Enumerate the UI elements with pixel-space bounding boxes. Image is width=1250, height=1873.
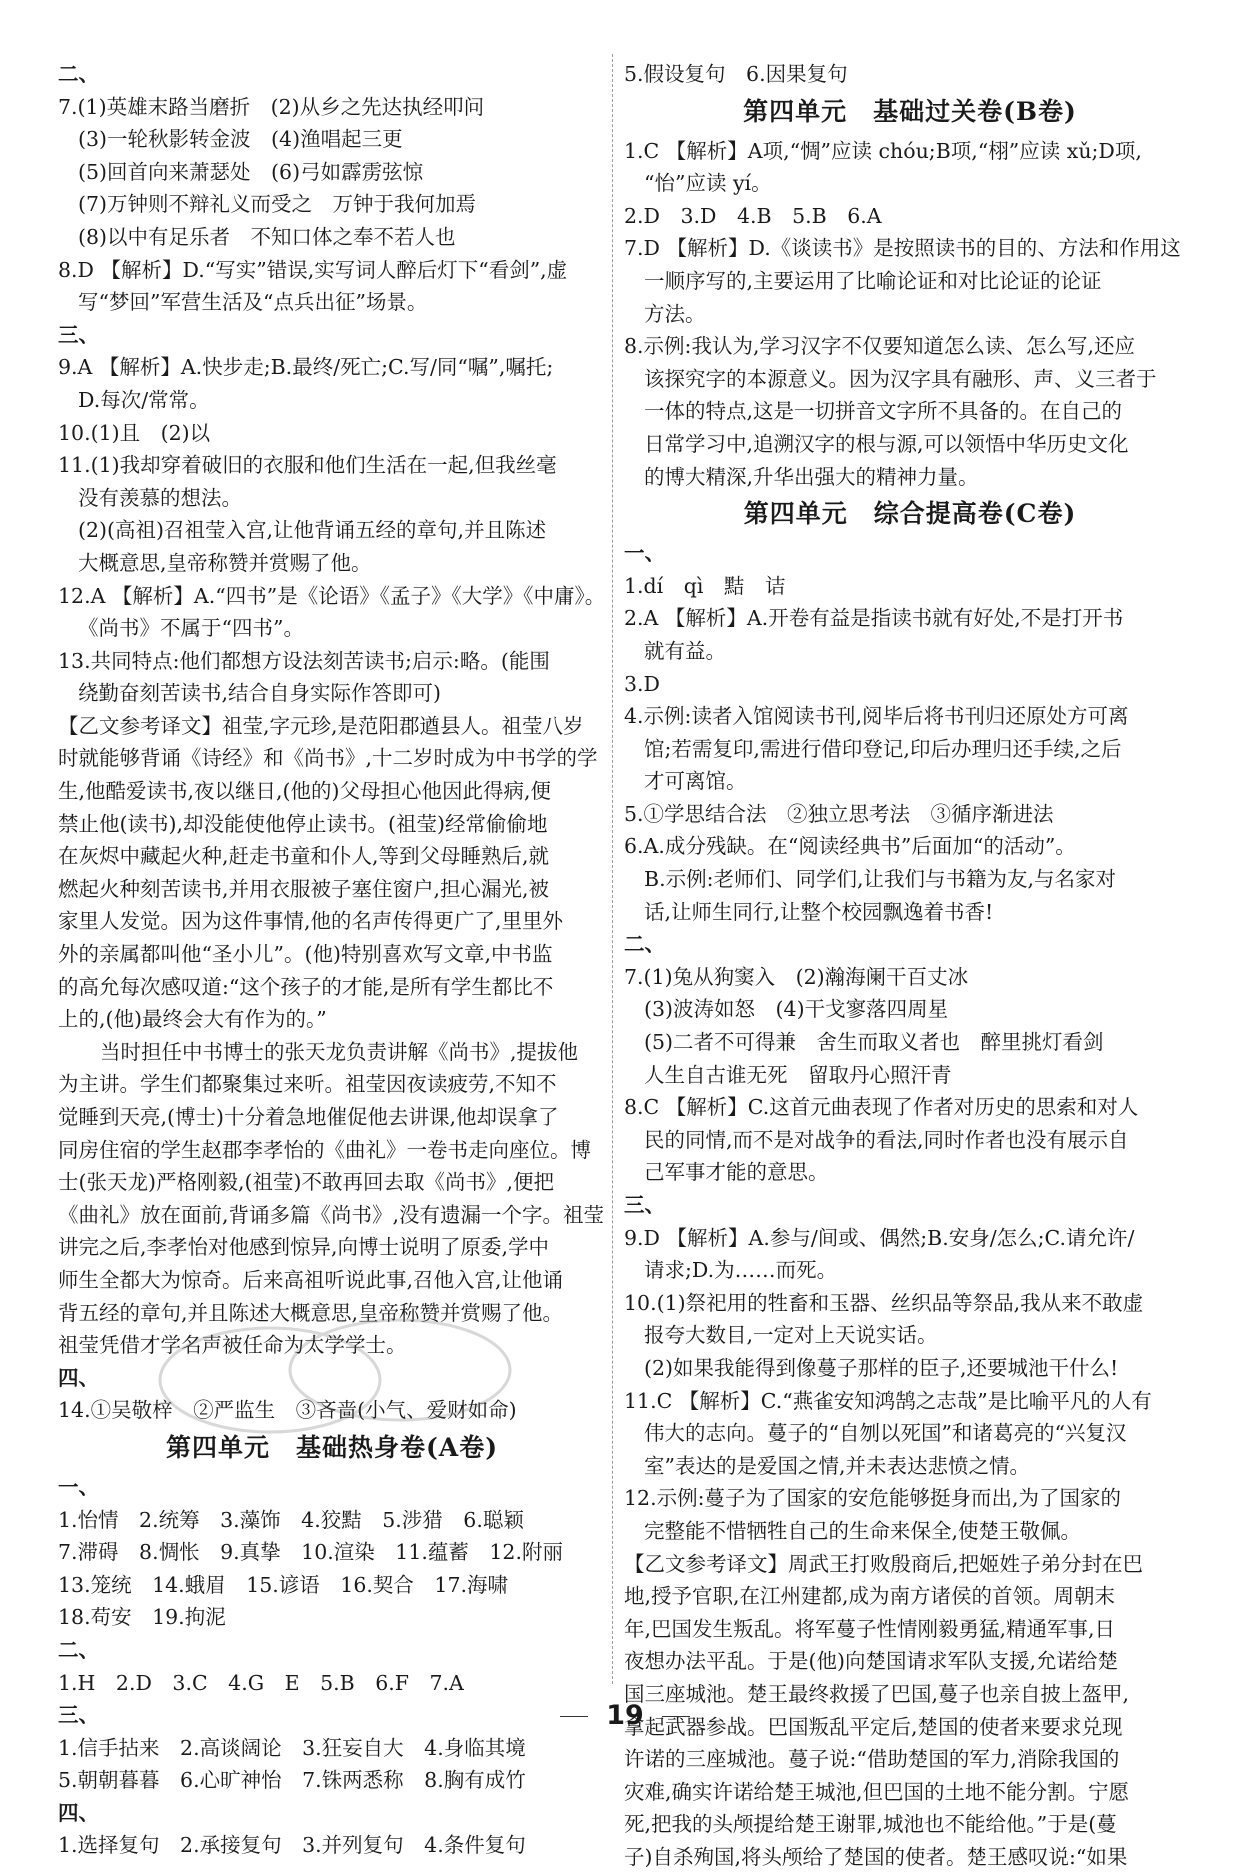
right-answer-line: 日常学习中,追溯汉字的根与源,可以领悟中华历史文化 — [644, 431, 1129, 456]
left-answer-line: 禁止他(读书),却没能使他停止读书。(祖莹)经常偷偷地 — [58, 811, 548, 836]
left-answer-line: 14.①吴敬梓 ②严监生 ③吝啬(小气、爱财如命) — [58, 1398, 517, 1423]
left-answer-line: 1.选择复句 2.承接复句 3.并列复句 4.条件复句 — [58, 1833, 526, 1858]
left-answer-line: 1.信手拈来 2.高谈阔论 3.狂妄自大 4.身临其境 — [58, 1735, 526, 1760]
right-answer-line: 拿起武器参战。巴国叛乱平定后,楚国的使者来要求兑现 — [624, 1714, 1123, 1739]
left-answer-line: 18.苟安 19.拘泥 — [58, 1605, 226, 1630]
right-column — [624, 58, 1196, 1873]
left-answer-line: 5.朝朝暮暮 6.心旷神怡 7.铢两悉称 8.胸有成竹 — [58, 1768, 526, 1793]
left-answer-line: 11.(1)我却穿着破旧的衣服和他们生活在一起,但我丝毫 — [58, 453, 557, 478]
left-section-heading: 二、 — [58, 1637, 99, 1662]
left-answer-line: 《曲礼》放在面前,背诵多篇《尚书》,没有遗漏一个字。祖莹 — [58, 1202, 605, 1227]
right-answer-line: 7.D 【解析】D.《谈读书》是按照读书的目的、方法和作用这 — [624, 236, 1181, 261]
right-answer-line: 1.dí qì 黠 诘 — [624, 573, 786, 598]
left-section-heading: 四、 — [58, 1365, 99, 1390]
right-answer-line: 灾难,确实许诺给楚王城池,但巴国的土地不能分割。宁愿 — [624, 1779, 1130, 1804]
right-answer-line: 8.示例:我认为,学习汉字不仅要知道怎么读、怎么写,还应 — [624, 334, 1135, 359]
right-answer-line: 人生自古谁无死 留取丹心照汗青 — [644, 1062, 952, 1087]
left-answer-line: 祖莹凭借才学名声被任命为太学学士。 — [58, 1333, 407, 1358]
left-section-heading: 一、 — [58, 1474, 99, 1499]
left-answer-line: 士(张天龙)严格刚毅,(祖莹)不敢再回去取《尚书》,便把 — [58, 1170, 555, 1195]
right-answer-line: 请求;D.为……而死。 — [644, 1258, 838, 1283]
left-answer-line: 燃起火种刻苦读书,并用衣服被子塞住窗户,担心漏光,被 — [58, 876, 550, 901]
left-answer-line: 9.A 【解析】A.快步走;B.最终/死亡;C.写/同“嘱”,嘱托; — [58, 355, 554, 380]
left-answer-line: 外的亲属都叫他“圣小儿”。(他)特别喜欢写文章,中书监 — [58, 942, 553, 967]
right-unit-heading: 第四单元 基础过关卷(B卷) — [743, 96, 1077, 126]
left-answer-line: (7)万钟则不辩礼义而受之 万钟于我何加焉 — [78, 192, 477, 217]
right-answer-line: 11.C 【解析】C.“燕雀安知鸿鹄之志哉”是比喻平凡的人有 — [624, 1388, 1152, 1413]
left-answer-line: (8)以中有足乐者 不知口体之奉不若人也 — [78, 224, 456, 249]
left-answer-line: 背五经的章句,并且陈述大概意思,皇帝称赞并赏赐了他。 — [58, 1300, 564, 1325]
right-answer-line: 子)自杀殉国,将头颅给了楚国的使者。楚王感叹说:“如果 — [624, 1844, 1128, 1869]
right-section-heading: 一、 — [624, 541, 665, 566]
right-answer-line: 一顺序写的,主要运用了比喻论证和对比论证的论证 — [644, 268, 1102, 293]
right-answer-line: 地,授予官职,在江州建都,成为南方诸侯的首领。周朝末 — [624, 1584, 1116, 1609]
left-answer-line: 12.A 【解析】A.“四书”是《论语》《孟子》《大学》《中庸》。 — [58, 583, 606, 608]
left-answer-line: 时就能够背诵《诗经》和《尚书》,十二岁时成为中书学的学 — [58, 746, 598, 771]
right-answer-line: 6.A.成分残缺。在“阅读经典书”后面加“的活动”。 — [624, 834, 1076, 859]
left-section-heading: 三、 — [58, 1703, 99, 1728]
right-answer-line: 3.D — [624, 671, 660, 696]
right-answer-line: 许诺的三座城池。蔓子说:“借助楚国的军力,消除我国的 — [624, 1747, 1120, 1772]
right-unit-heading: 第四单元 综合提高卷(C卷) — [743, 499, 1077, 529]
right-answer-line: “怡”应读 yí。 — [644, 171, 772, 196]
right-answer-line: 方法。 — [644, 301, 706, 326]
page-number-text: 19 — [606, 1700, 644, 1731]
left-answer-line: 7.滞碍 8.惆怅 9.真挚 10.渲染 11.蕴蓄 12.附丽 — [58, 1540, 563, 1565]
left-answer-line: 10.(1)且 (2)以 — [58, 420, 211, 445]
page-number-dash-left — [560, 1716, 588, 1717]
right-answer-line: (5)二者不可得兼 舍生而取义者也 醉里挑灯看剑 — [644, 1030, 1104, 1055]
left-answer-line: 1.H 2.D 3.C 4.G E 5.B 6.F 7.A — [58, 1670, 464, 1695]
right-answer-line: 10.(1)祭祀用的牲畜和玉器、丝织品等祭品,我从来不敢虚 — [624, 1290, 1144, 1315]
right-answer-line: 9.D 【解析】A.参与/间或、偶然;B.安身/怎么;C.请允许/ — [624, 1225, 1135, 1250]
left-answer-line: 8.D 【解析】D.“写实”错误,实写词人醉后灯下“看剑”,虚 — [58, 257, 568, 282]
right-answer-line: 8.C 【解析】C.这首元曲表现了作者对历史的思索和对人 — [624, 1095, 1139, 1120]
right-answer-line: 该探究字的本源意义。因为汉字具有融形、声、义三者于 — [644, 366, 1157, 391]
left-answer-line: 【乙文参考译文】祖莹,字元珍,是范阳郡遒县人。祖莹八岁 — [58, 713, 584, 738]
right-answer-line: 12.示例:蔓子为了国家的安危能够挺身而出,为了国家的 — [624, 1486, 1122, 1511]
right-answer-line: B.示例:老师们、同学们,让我们与书籍为友,与名家对 — [644, 867, 1117, 892]
left-answer-line: (2)(高祖)召祖莹入宫,让他背诵五经的章句,并且陈述 — [78, 518, 547, 543]
left-answer-line: 绕勤奋刻苦读书,结合自身实际作答即可) — [78, 681, 442, 706]
right-answer-line: 的博大精深,升华出强大的精神力量。 — [644, 464, 979, 489]
right-answer-line: 伟大的志向。蔓子的“自刎以死国”和诸葛亮的“兴复汉 — [644, 1421, 1127, 1446]
left-answer-line: 家里人发觉。因为这件事情,他的名声传得更广了,里里外 — [58, 909, 564, 934]
left-answer-line: 大概意思,皇帝称赞并赏赐了他。 — [78, 550, 372, 575]
left-answer-line: 生,他酷爱读书,夜以继日,(他的)父母担心他因此得病,便 — [58, 779, 552, 804]
right-answer-line: 完整能不惜牺牲自己的生命来保全,使楚王敬佩。 — [644, 1518, 1082, 1543]
right-answer-line: (3)波涛如怒 (4)干戈寥落四周星 — [644, 997, 949, 1022]
right-answer-line: 【乙文参考译文】周武王打败殷商后,把姬姓子弟分封在巴 — [624, 1551, 1144, 1576]
left-answer-line: 为主讲。学生们都聚集过来听。祖莹因夜读疲劳,不知不 — [58, 1072, 557, 1097]
left-column — [58, 58, 606, 1862]
left-answer-line: 的高允每次感叹道:“这个孩子的才能,是所有学生都比不 — [58, 974, 554, 999]
right-answer-line: 民的同情,而不是对战争的看法,同时作者也没有展示自 — [644, 1127, 1129, 1152]
left-section-heading: 四、 — [58, 1800, 99, 1825]
left-section-heading: 三、 — [58, 322, 99, 347]
left-answer-line: 《尚书》不属于“四书”。 — [78, 616, 304, 641]
right-answer-line: 年,巴国发生叛乱。将军蔓子性情刚毅勇猛,精通军事,日 — [624, 1616, 1116, 1641]
right-answer-line: 一体的特点,这是一切拼音文字所不具备的。在自己的 — [644, 399, 1123, 424]
right-answer-line: 4.示例:读者入馆阅读书刊,阅毕后将书刊归还原处方可离 — [624, 704, 1129, 729]
right-section-heading: 三、 — [624, 1193, 665, 1217]
left-answer-line: 当时担任中书博士的张天龙负责讲解《尚书》,提拔他 — [100, 1039, 579, 1064]
right-answer-line: 室”表达的是爱国之情,并未表达悲愤之情。 — [644, 1453, 1030, 1478]
left-answer-line: 同房住宿的学生赵郡李孝怡的《曲礼》一卷书走向座位。博 — [58, 1137, 591, 1162]
left-answer-line: 觉睡到天亮,(博士)十分着急地催促他去讲课,他却误拿了 — [58, 1105, 559, 1129]
left-answer-line: 师生全都大为惊奇。后来高祖听说此事,召他入宫,让他诵 — [58, 1267, 564, 1292]
right-answer-line: 才可离馆。 — [644, 769, 747, 794]
right-answer-line: 国三座城池。楚王最终救援了巴国,蔓子也亲自披上盔甲, — [624, 1681, 1130, 1706]
left-unit-heading: 第四单元 基础热身卷(A卷) — [165, 1432, 499, 1462]
column-divider — [612, 54, 613, 1684]
right-answer-line: 死,把我的头颅提给楚王谢罪,城池也不能给他。”于是(蔓 — [624, 1812, 1117, 1837]
left-answer-line: 在灰烬中藏起火种,赶走书童和仆人,等到父母睡熟后,就 — [58, 844, 550, 869]
right-answer-line: 5.假设复句 6.因果复句 — [624, 62, 848, 86]
right-section-heading: 二、 — [624, 932, 665, 957]
left-answer-line: 7.(1)英雄末路当磨折 (2)从乡之先达执经叩问 — [58, 94, 485, 119]
right-answer-line: (2)如果我能得到像蔓子那样的臣子,还要城池干什么! — [644, 1355, 1119, 1380]
left-answer-line: D.每次/常常。 — [78, 387, 210, 412]
left-answer-line: (3)一轮秋影转金波 (4)渔唱起三更 — [78, 127, 403, 152]
right-answer-line: 7.(1)兔从狗窦入 (2)瀚海阑干百丈冰 — [624, 964, 969, 989]
right-answer-line: 话,让师生同行,让整个校园飘逸着书香! — [644, 899, 994, 924]
right-answer-line: 己军事才能的意思。 — [644, 1160, 829, 1185]
left-answer-line: 13.共同特点:他们都想方设法刻苦读书;启示:略。(能围 — [58, 648, 550, 673]
left-answer-line: 上的,(他)最终会大有作为的。” — [58, 1007, 327, 1032]
left-section-heading: 二、 — [58, 62, 99, 86]
left-answer-line: 讲完之后,李孝怡对他感到惊异,向博士说明了原委,学中 — [58, 1235, 550, 1260]
right-answer-line: 1.C 【解析】A项,“惆”应读 chóu;B项,“栩”应读 xǔ;D项, — [624, 138, 1142, 163]
right-answer-line: 2.A 【解析】A.开卷有益是指读书就有好处,不是打开书 — [624, 606, 1124, 631]
right-answer-line: 报夸大数目,一定对上天说实话。 — [644, 1323, 938, 1348]
page-number-dash-right — [662, 1716, 690, 1717]
right-answer-line: 就有益。 — [644, 638, 726, 663]
left-answer-line: 没有羡慕的想法。 — [78, 485, 242, 510]
left-answer-line: 写“梦回”军营生活及“点兵出征”场景。 — [78, 290, 428, 315]
page-number — [0, 1700, 1250, 1731]
right-answer-line: 馆;若需复印,需进行借印登记,印后办理归还手续,之后 — [644, 736, 1122, 761]
left-answer-line: 1.怡情 2.统筹 3.藻饰 4.狡黠 5.涉猎 6.聪颖 — [58, 1507, 524, 1532]
left-answer-line: (5)回首向来萧瑟处 (6)弓如霹雳弦惊 — [78, 159, 424, 184]
right-answer-line: 5.①学思结合法 ②独立思考法 ③循序渐进法 — [624, 801, 1054, 826]
left-answer-line: 13.笼统 14.蛾眉 15.谚语 16.契合 17.海啸 — [58, 1572, 509, 1597]
right-answer-line: 2.D 3.D 4.B 5.B 6.A — [624, 203, 882, 228]
right-answer-line: 夜想办法平乱。于是(他)向楚国请求军队支援,允诺给楚 — [624, 1649, 1119, 1674]
